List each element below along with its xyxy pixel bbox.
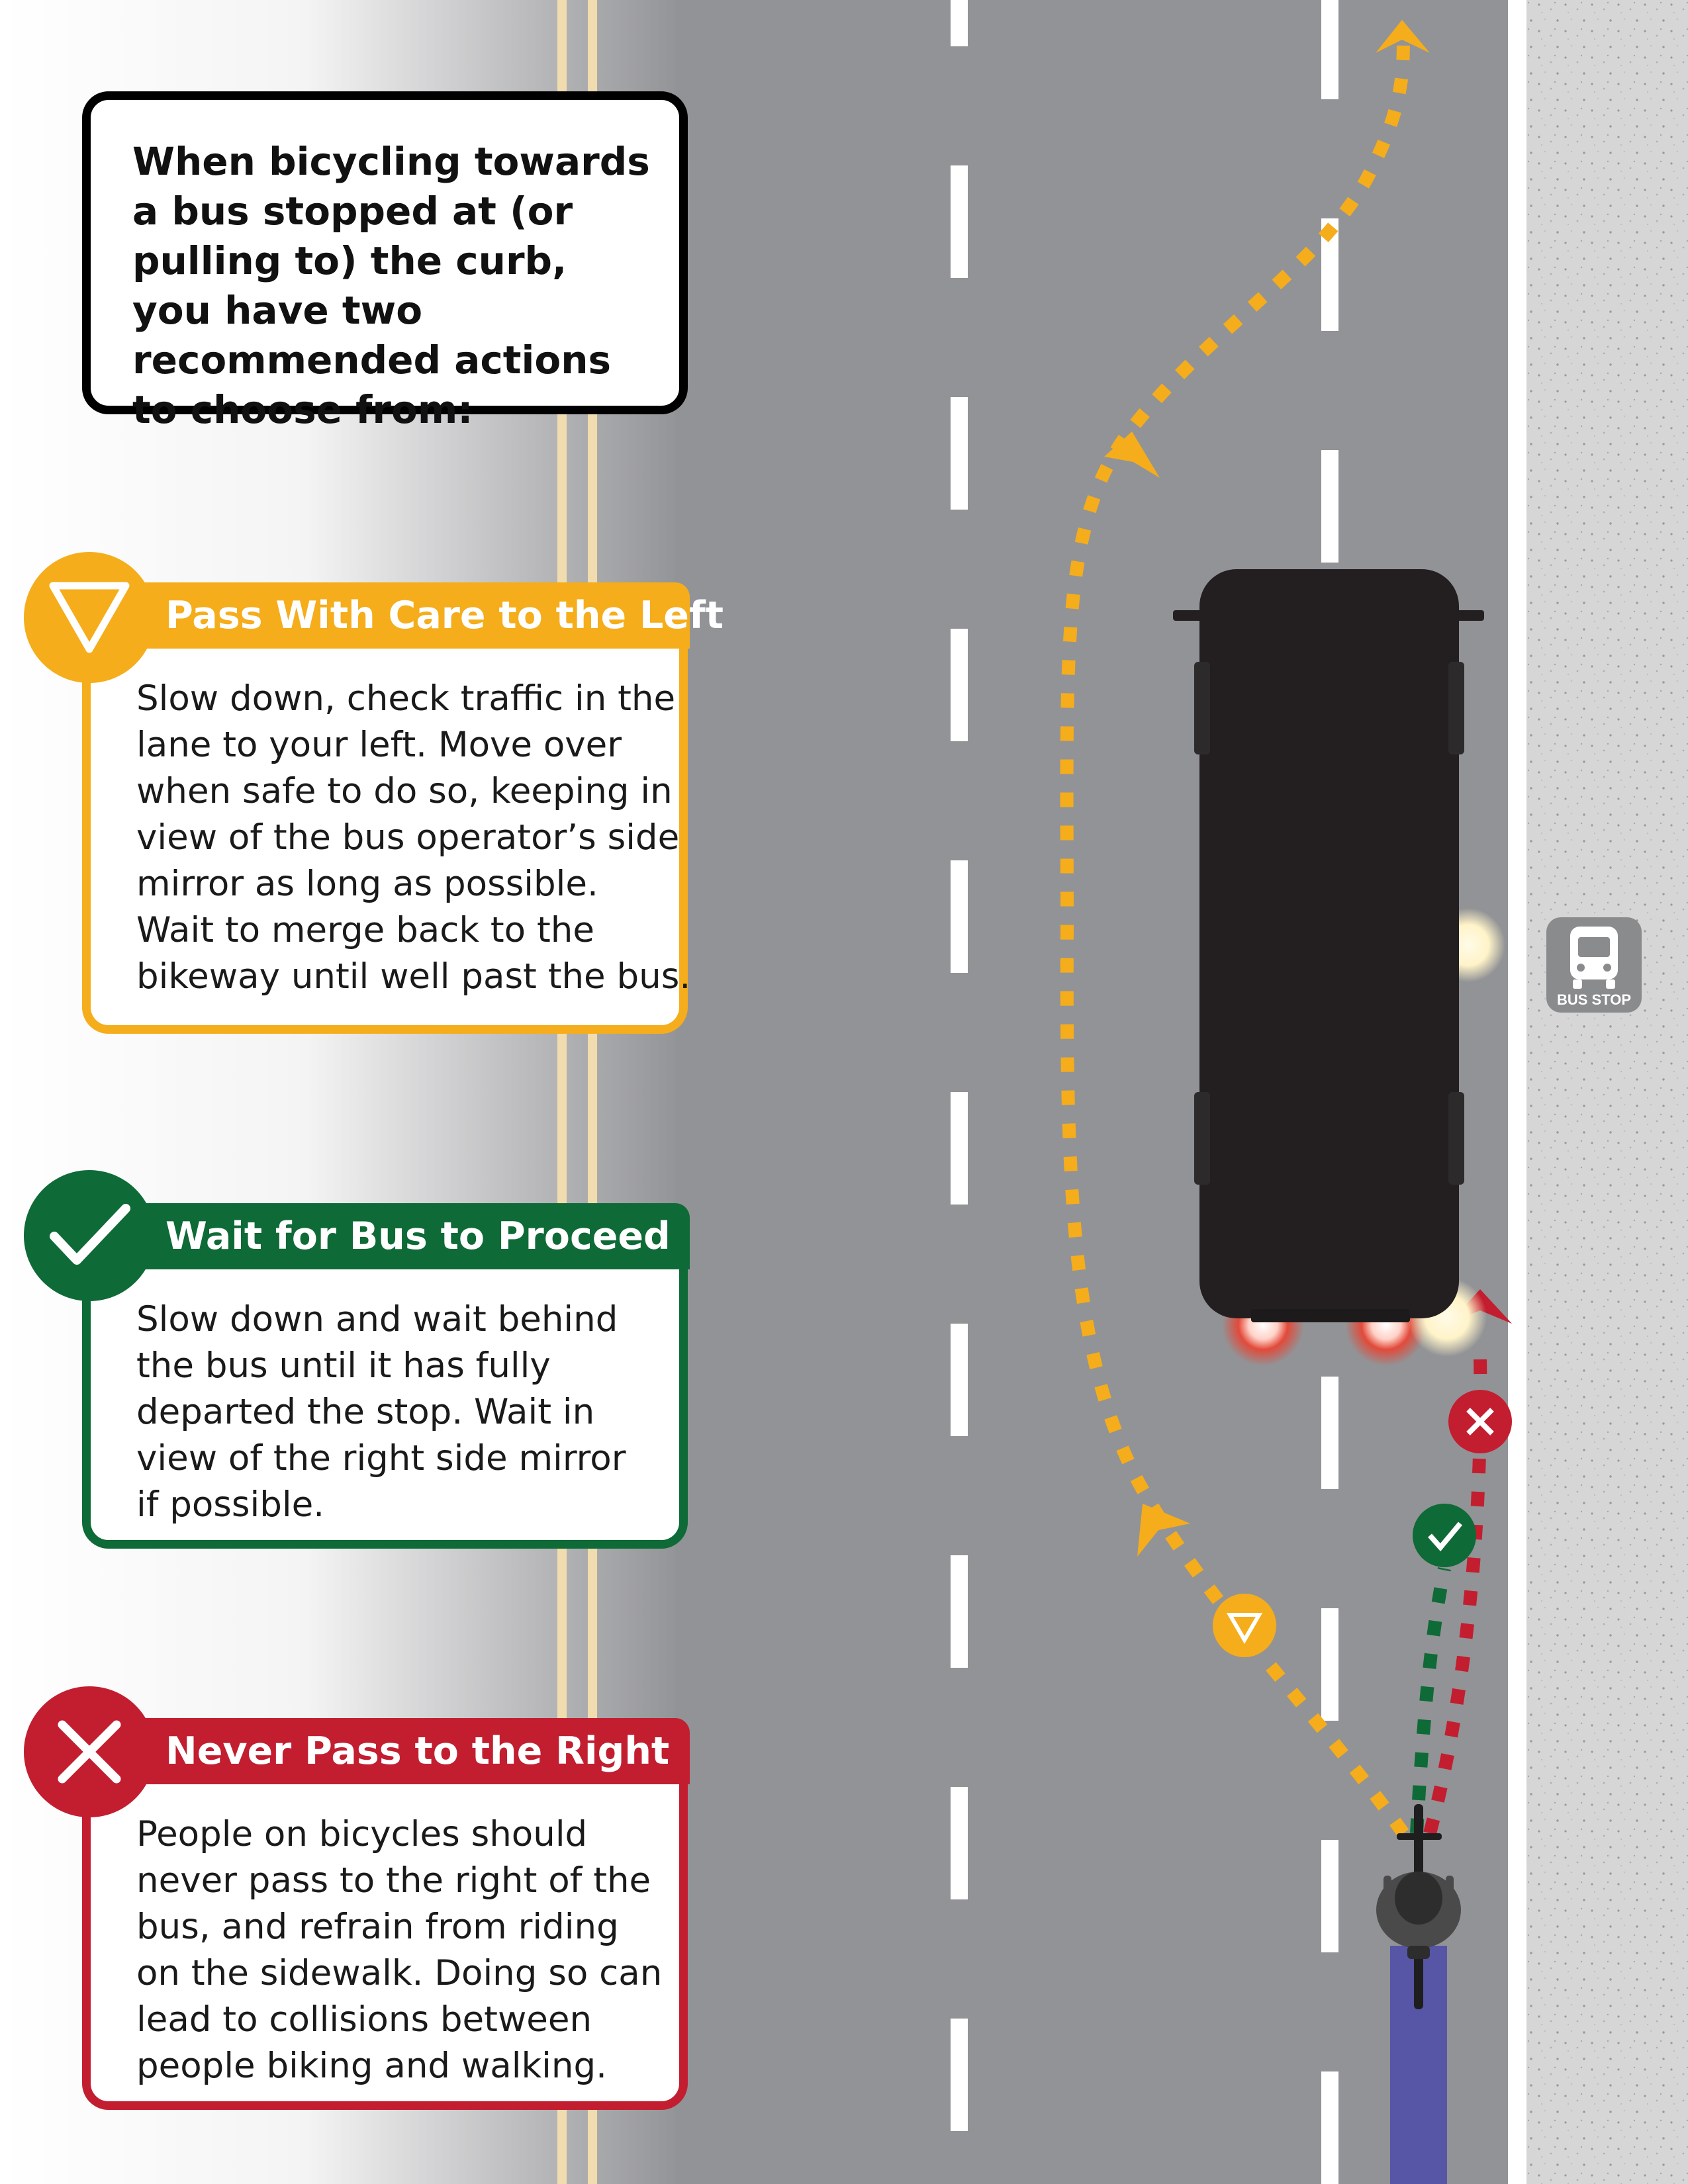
lane-dash [1321, 450, 1338, 563]
curb [1508, 0, 1526, 2184]
option-body-wait [136, 1297, 679, 1528]
body-line: bikeway until well past the bus. [136, 956, 691, 997]
body-line: departed the stop. Wait in [136, 1392, 595, 1432]
x-marker-icon [1448, 1390, 1512, 1453]
body-line: bus, and refrain from riding [136, 1907, 619, 1947]
body-line: Slow down and wait behind [136, 1299, 618, 1340]
sidewalk [1526, 0, 1688, 2184]
lane-dash [951, 629, 968, 741]
lane-dash [951, 165, 968, 278]
lane-dash [951, 0, 968, 46]
body-line: when safe to do so, keeping in [136, 771, 673, 811]
option-title-wait: Wait for Bus to Proceed [123, 1203, 690, 1269]
body-line: on the sidewalk. Doing so can [136, 1953, 663, 1993]
yield-marker-icon [1213, 1594, 1276, 1657]
body-line: People on bicycles should [136, 1814, 588, 1854]
body-line: view of the right side mirror [136, 1438, 626, 1479]
option-card-never-right [82, 1731, 688, 2110]
lane-dash [951, 1324, 968, 1436]
bus-body [1199, 569, 1459, 1318]
lane-dash [1321, 1377, 1338, 1489]
lane-dash [951, 860, 968, 973]
option-card-pass-left [82, 596, 691, 1034]
intro-text: When bicycling towards a bus stopped at (or pulling to) the curb, you have two recommended actions to choose from: [132, 139, 650, 432]
body-line: people biking and walking. [136, 2046, 607, 2086]
x-mark-icon [24, 1686, 155, 1817]
lane-dash [951, 1787, 968, 1899]
checkmark-icon [24, 1170, 155, 1301]
body-line: never pass to the right of the [136, 1860, 651, 1901]
body-line: Wait to merge back to the [136, 910, 594, 950]
lane-dash [951, 397, 968, 510]
body-line: if possible. [136, 1484, 325, 1525]
intro-card [82, 91, 688, 432]
body-line: lane to your left. Move over [136, 725, 622, 765]
lane-dash [1321, 1608, 1338, 1721]
option-title-never-right: Never Pass to the Right [123, 1718, 690, 1784]
bus-stop-sign [1546, 917, 1642, 1013]
body-line: the bus until it has fully [136, 1345, 551, 1386]
lane-dash [951, 2019, 968, 2131]
bus [1173, 569, 1505, 1366]
option-body-pass-left [136, 676, 691, 1000]
lane-dash [1321, 1840, 1338, 1952]
lane-dash [951, 1555, 968, 1668]
check-marker-icon [1413, 1504, 1476, 1567]
option-title-pass-left: Pass With Care to the Left [123, 582, 690, 649]
option-body-never-right [136, 1811, 679, 2089]
body-line: lead to collisions between [136, 1999, 592, 2040]
lane-dash [951, 1092, 968, 1205]
lane-dash [1321, 2071, 1338, 2184]
body-line: mirror as long as possible. [136, 864, 598, 904]
body-line: view of the bus operator’s side [136, 817, 680, 858]
body-line: Slow down, check traffic in the [136, 678, 676, 719]
yield-triangle-icon [24, 552, 155, 683]
lane-dash [1321, 0, 1338, 99]
bus-stop-label: BUS STOP [1556, 991, 1632, 1008]
